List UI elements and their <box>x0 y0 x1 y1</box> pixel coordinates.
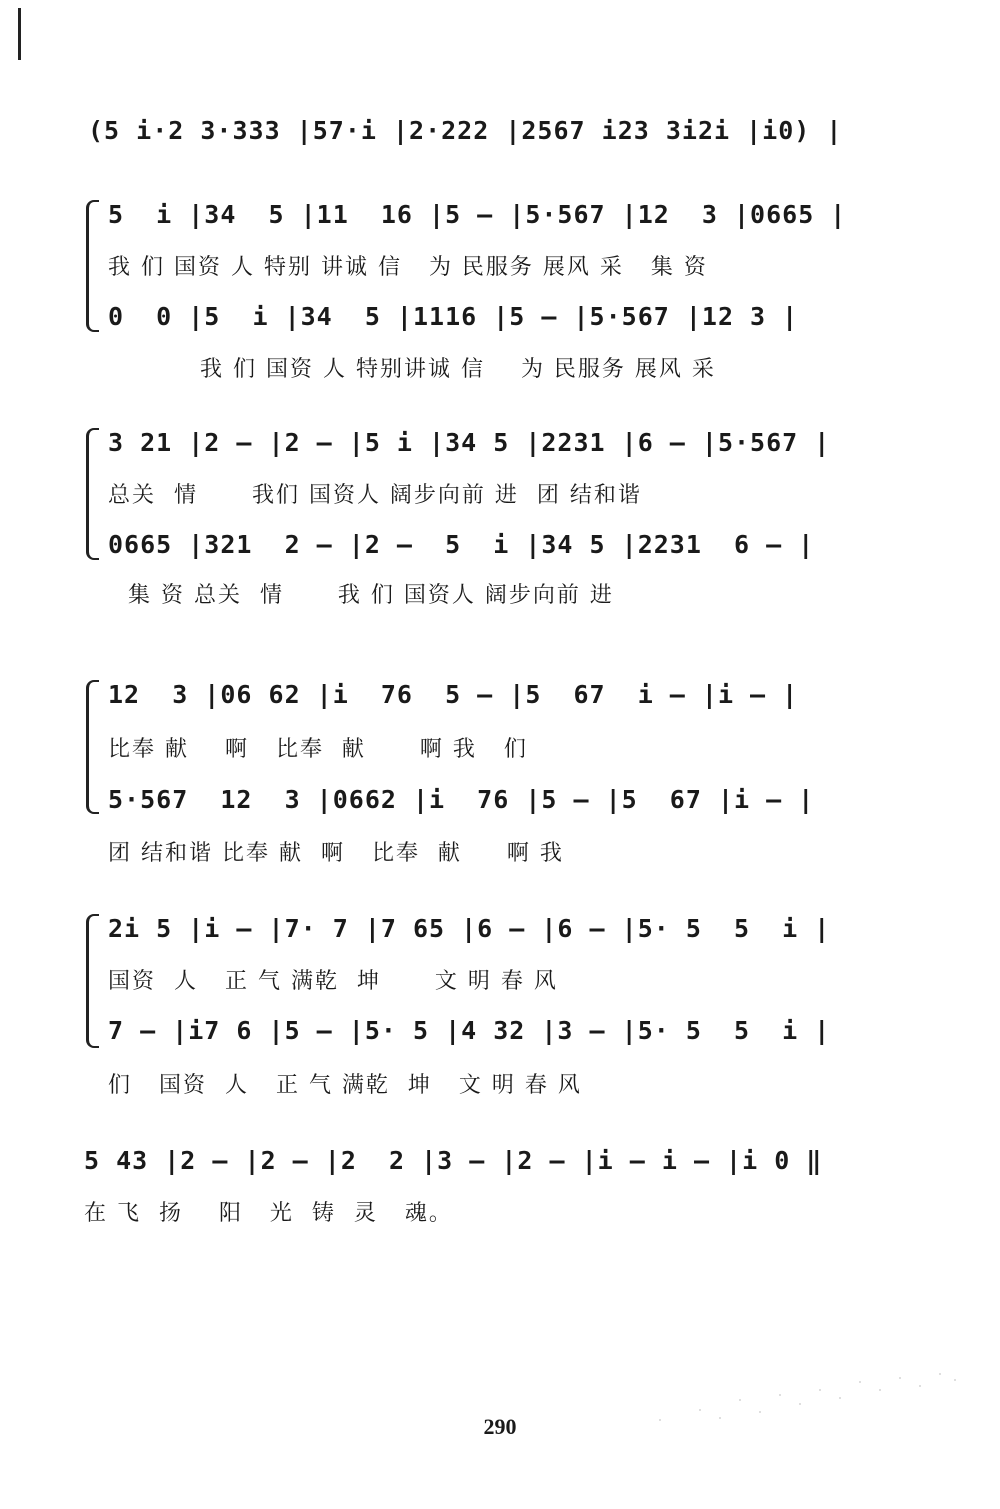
lower-voice-lyrics: 我 们 国资 人 特别讲诚 信 为 民服务 展风 采 <box>200 357 716 382</box>
upper-voice-lyrics: 国资 人 正 气 满乾 坤 文 明 春 风 <box>108 969 558 994</box>
lower-voice-notation: 0665 |321 2 – |2 – 5 i |34 5 |2231 6 – | <box>108 530 815 559</box>
system-brace <box>86 428 99 560</box>
final-line-lyrics: 在 飞 扬 阳 光 铸 灵 魂。 <box>84 1201 453 1226</box>
lower-voice-lyrics: 集 资 总关 情 我 们 国资人 阔步向前 进 <box>128 583 614 608</box>
lower-voice-notation: 7 – |i7 6 |5 – |5· 5 |4 32 |3 – |5· 5 5 i | <box>108 1016 831 1045</box>
intro-notation: (5 i·2 3·333 |57·i |2·222 |2567 i23 3i2i |i0) | <box>88 116 843 145</box>
final-line-notation: 5 43 |2 – |2 – |2 2 |3 – |2 – |i – i – |i 0 ‖ <box>84 1146 823 1175</box>
upper-voice-notation: 5 i |34 5 |11 16 |5 – |5·567 |12 3 |0665 | <box>108 200 847 229</box>
upper-voice-notation: 3 21 |2 – |2 – |5 i |34 5 |2231 |6 – |5·567 | <box>108 428 831 457</box>
upper-voice-lyrics: 比奉 献 啊 比奉 献 啊 我 们 <box>108 737 528 762</box>
system-brace <box>86 200 99 332</box>
upper-voice-notation: 2i 5 |i – |7· 7 |7 65 |6 – |6 – |5· 5 5 i | <box>108 914 831 943</box>
upper-voice-lyrics: 总关 情 我们 国资人 阔步向前 进 团 结和谐 <box>108 483 642 508</box>
upper-voice-lyrics: 我 们 国资 人 特别 讲诚 信 为 民服务 展风 采 集 资 <box>108 255 708 280</box>
page-number: 290 <box>483 1414 517 1439</box>
lower-voice-notation: 5·567 12 3 |0662 |i 76 |5 – |5 67 |i – | <box>108 785 815 814</box>
lower-voice-lyrics: 们 国资 人 正 气 满乾 坤 文 明 春 风 <box>108 1073 582 1098</box>
system-brace <box>86 914 99 1048</box>
system-brace <box>86 680 99 814</box>
lower-voice-notation: 0 0 |5 i |34 5 |1116 |5 – |5·567 |12 3 | <box>108 302 799 331</box>
upper-voice-notation: 12 3 |06 62 |i 76 5 – |5 67 i – |i – | <box>108 680 799 709</box>
lower-voice-lyrics: 团 结和谐 比奉 献 啊 比奉 献 啊 我 <box>108 841 564 866</box>
margin-rule <box>18 8 21 60</box>
